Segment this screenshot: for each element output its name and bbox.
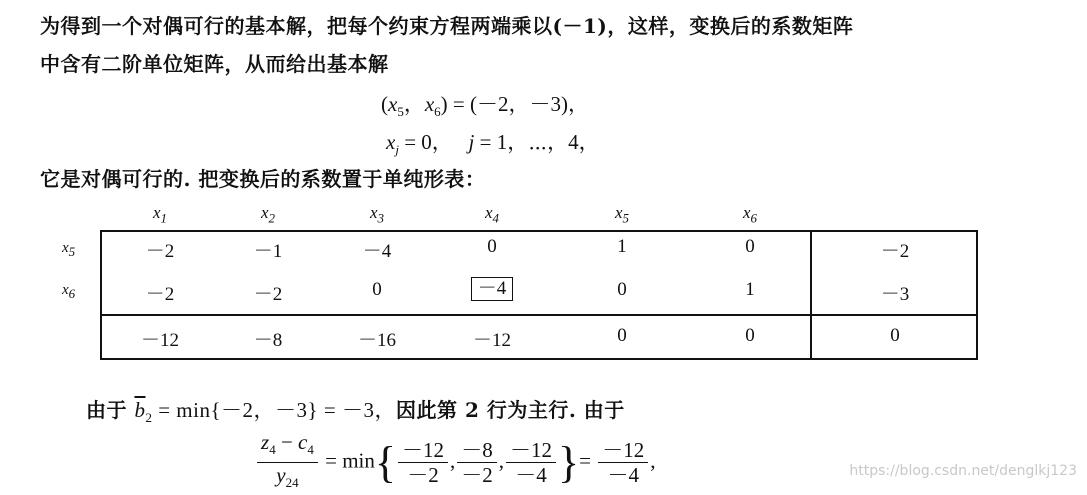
- paragraph-3: 由于 $\overline{b}_2 = \min\{-2$，－3} = －3，因此第 2 行为主行. 由于: [86, 398, 625, 426]
- ratio-lhs-fraction: $\frac{z_4 - c_4}{y_{24}}$: [257, 430, 318, 495]
- tableau-pivot-cell: [452, 277, 532, 301]
- column-header-x3: $x_3$: [369, 203, 385, 226]
- tableau-cell: －8: [253, 330, 283, 351]
- tableau-cell: 1: [745, 279, 755, 300]
- column-header-x4: $x_4$: [484, 203, 500, 226]
- tableau-cell: 0: [745, 236, 755, 257]
- ratio-test-equation: $\frac{z_4 - c_4}{y_{24}}$ = min{ $\frac{-12}{-2}$ , $\frac{-8}{-2}$ , $\frac{-12}{-4}$ }= $\frac{-12}{-4}$ ,: [255, 430, 655, 495]
- column-header-x2: $x_2$: [260, 203, 276, 226]
- tableau-cell: －1: [253, 241, 283, 262]
- equation-basic-solution-rhs: = (－2，－3)，: [452, 92, 589, 116]
- tableau-cell-rhs: －3: [880, 284, 910, 305]
- tableau-cell-rhs: －2: [880, 241, 910, 262]
- column-header-x5: $x_5$: [614, 203, 630, 226]
- row-label-x6: $x_6$: [62, 282, 76, 301]
- ratio-fraction-1-numerator: －12: [398, 438, 448, 463]
- tableau-cell: 0: [487, 236, 497, 257]
- ratio-fraction-2-numerator: －8: [457, 438, 497, 463]
- tableau-objective-divider: [100, 314, 978, 316]
- tableau-cell: 0: [617, 279, 627, 300]
- column-header-x1: $x_1$: [152, 203, 168, 226]
- equation-basic-solution: ($x_5$，$x_6) = (-2$，－3)，: [381, 92, 589, 120]
- paragraph-3-suffix: 因此第 2 行为主行. 由于: [395, 398, 625, 422]
- tableau-cell: 1: [617, 236, 627, 257]
- tableau-cell: 0: [745, 325, 755, 346]
- paragraph-3-min-equation: = min{－2，－3} = －3，: [158, 398, 396, 422]
- equation-nonbasic-range: = 1，⋯，4，: [479, 130, 600, 154]
- paragraph-1-line-2: 中含有二阶单位矩阵，从而给出基本解: [40, 52, 389, 76]
- paragraph-2: 它是对偶可行的. 把变换后的系数置于单纯形表：: [40, 167, 486, 191]
- tableau-cell: －12: [472, 330, 511, 351]
- tableau-rhs-divider: [810, 230, 812, 360]
- tableau-cell-rhs: 0: [890, 325, 900, 346]
- ratio-result-numerator: －12: [598, 438, 648, 463]
- watermark: https://blog.csdn.net/denglkj123: [849, 463, 1077, 479]
- tableau-cell: －2: [253, 284, 283, 305]
- ratio-result-denominator: －4: [607, 463, 639, 488]
- column-header-x6: $x_6$: [742, 203, 758, 226]
- tableau-cell: －4: [362, 241, 392, 262]
- paragraph-3-prefix: 由于: [86, 398, 127, 422]
- row-label-x5: $x_5$: [62, 240, 76, 259]
- ratio-result-fraction: [598, 438, 648, 487]
- paragraph-1-line-1: 为得到一个对偶可行的基本解，把每个约束方程两端乘以(－1)，这样，变换后的系数矩阵: [40, 14, 854, 38]
- equation-nonbasic-value: = 0，: [404, 130, 453, 154]
- ratio-fraction-2-denominator: －2: [461, 463, 493, 488]
- ratio-fraction-1-denominator: －2: [407, 463, 439, 488]
- ratio-fraction-3-denominator: －4: [515, 463, 547, 488]
- tableau-cell: 0: [617, 325, 627, 346]
- tableau-cell: －16: [357, 330, 396, 351]
- pivot-element: －4: [471, 277, 514, 301]
- tableau-cell: 0: [372, 279, 382, 300]
- equation-nonbasic: $x_j = 0$， j = 1，⋯，4，: [386, 130, 600, 158]
- ratio-fraction-3: [506, 438, 556, 487]
- ratio-fraction-2: [457, 438, 497, 487]
- tableau-cell: －2: [145, 284, 175, 305]
- ratio-fraction-1: [398, 438, 448, 487]
- tableau-cell: －12: [140, 330, 179, 351]
- tableau-cell: －2: [145, 241, 175, 262]
- ratio-fraction-3-numerator: －12: [506, 438, 556, 463]
